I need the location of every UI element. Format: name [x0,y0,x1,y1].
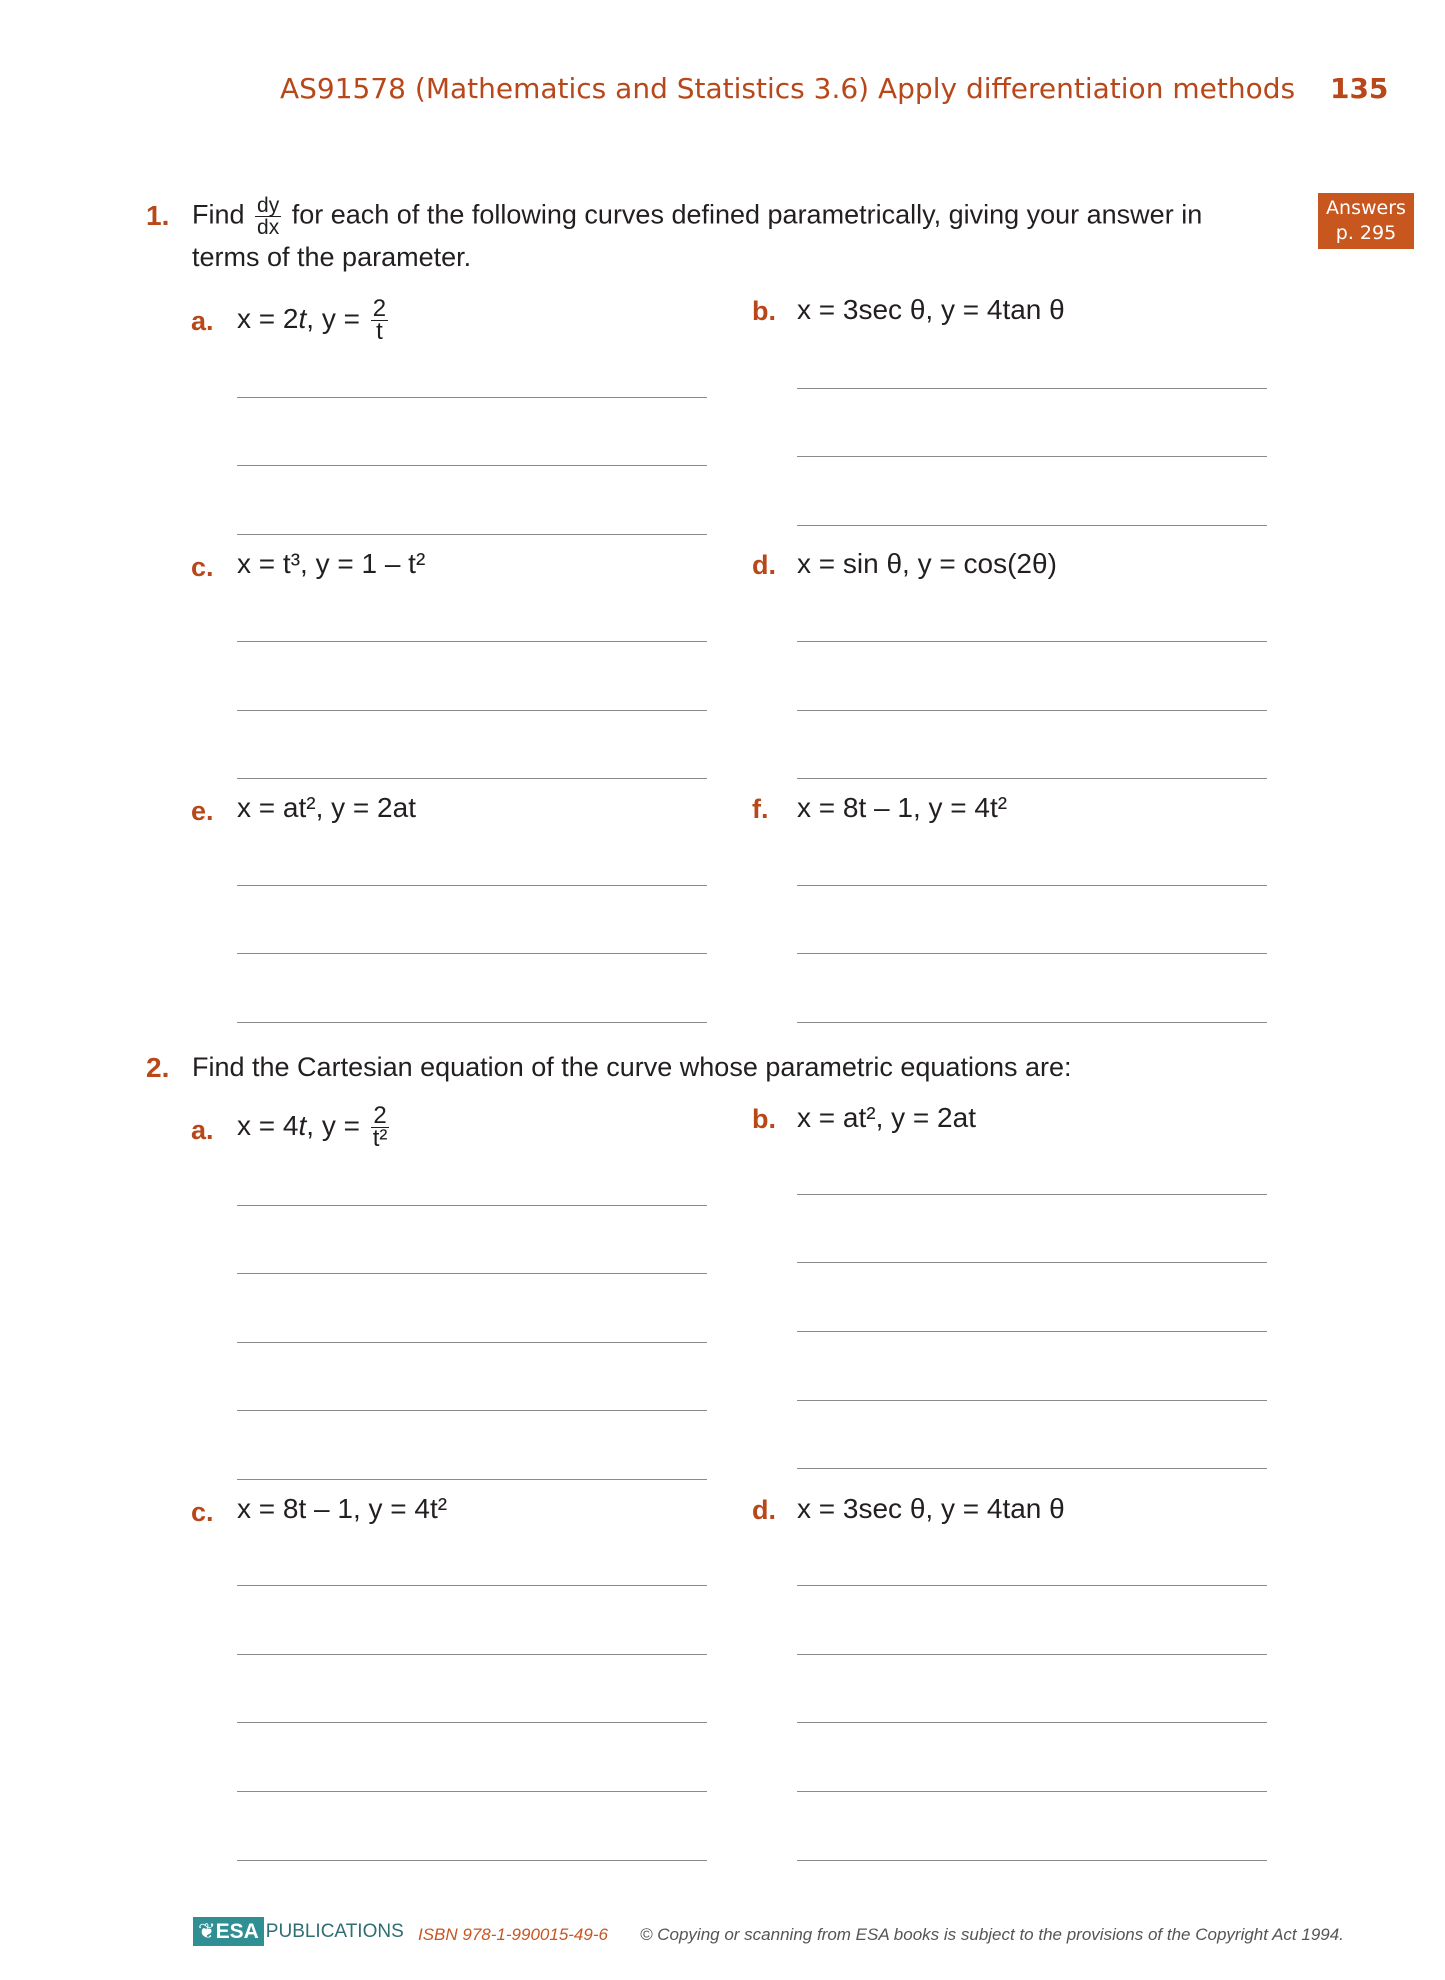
answers-page: p. 295 [1335,222,1397,244]
q2a-y: , y = [306,1109,368,1141]
answer-line[interactable] [237,641,707,642]
answer-line[interactable] [797,1400,1267,1401]
q1-find-word: Find [192,199,245,230]
esa-logo [193,1917,404,1949]
q1f-label: f. [752,794,769,824]
isbn: ISBN 978-1-990015-49-6 [418,1925,608,1944]
answer-line[interactable] [237,1654,707,1655]
answer-line[interactable] [797,1860,1267,1861]
q2d-label: d. [752,1495,776,1525]
q1c-label: c. [191,552,214,582]
dy-dx-fraction [255,195,281,238]
q2c-label: c. [191,1497,214,1527]
answer-line[interactable] [237,953,707,954]
answer-line[interactable] [237,465,707,466]
question-1-text [192,195,1262,276]
q1a-y: , y = [306,302,368,334]
q1c-expression: x = t³, y = 1 – t² [237,548,426,579]
q2a-label: a. [191,1115,214,1145]
q1e-expression: x = at², y = 2at [237,792,416,823]
q2a-x-var: t [298,1109,307,1141]
answer-line[interactable] [237,1585,707,1586]
q2c-expression: x = 8t – 1, y = 4t² [237,1493,448,1524]
copyright-notice: © Copying or scanning from ESA books is subject to the provisions of the Copyright Act 1994. [640,1925,1344,1944]
publisher-name: PUBLICATIONS [265,1920,404,1942]
answer-line[interactable] [797,1722,1267,1723]
answer-line[interactable] [797,710,1267,711]
esa-logo-text: ESA [215,1920,259,1943]
q2b-label: b. [752,1104,776,1134]
q2a-fraction [371,1102,390,1152]
q1b-label: b. [752,296,776,326]
leaf-icon: ❦ [198,1920,216,1943]
answer-line[interactable] [797,456,1267,457]
answer-line[interactable] [797,1331,1267,1332]
question-1-number: 1. [146,200,170,231]
answers-tab[interactable] [1318,193,1414,249]
q2a-x: x = 4 [237,1109,299,1141]
answer-line[interactable] [237,1205,707,1206]
answer-line[interactable] [797,885,1267,886]
q1e-label: e. [191,796,214,826]
answer-line[interactable] [237,710,707,711]
q1a-frac-num: 2 [372,295,387,322]
answer-line[interactable] [797,1022,1267,1023]
answer-line[interactable] [797,1262,1267,1263]
answer-line[interactable] [237,1722,707,1723]
q1f-expression: x = 8t – 1, y = 4t² [797,792,1008,823]
answer-line[interactable] [237,1479,707,1480]
answer-line[interactable] [797,1654,1267,1655]
answer-line[interactable] [797,525,1267,526]
q1a-frac-den: t [376,318,383,345]
q2a-expression [237,1102,392,1152]
answer-line[interactable] [797,641,1267,642]
q1a-x: x = 2 [237,302,299,334]
q1a-fraction [371,295,388,345]
answer-line[interactable] [237,1342,707,1343]
q2d-expression: x = 3sec θ, y = 4tan θ [797,1493,1065,1524]
answers-label: Answers [1326,197,1406,219]
answer-line[interactable] [797,1791,1267,1792]
q1-instruction: for each of the following curves defined parametrically, giving your answer in terms of the parameter. [192,199,1203,272]
q1d-expression: x = sin θ, y = cos(2θ) [797,548,1057,579]
q1d-label: d. [752,550,776,580]
answer-line[interactable] [237,1273,707,1274]
answer-line[interactable] [797,953,1267,954]
dy-numerator: dy [257,194,280,217]
esa-logo-mark [193,1917,264,1946]
header-title: AS91578 (Mathematics and Statistics 3.6) Apply differentiation methods [280,72,1296,105]
q2a-frac-num: 2 [371,1105,390,1128]
answer-line[interactable] [237,397,707,398]
answer-line[interactable] [797,388,1267,389]
answer-line[interactable] [797,778,1267,779]
q2b-expression: x = at², y = 2at [797,1102,976,1133]
answer-line[interactable] [237,1791,707,1792]
answer-line[interactable] [797,1194,1267,1195]
answer-line[interactable] [797,1468,1267,1469]
answer-line[interactable] [237,534,707,535]
answer-line[interactable] [237,1022,707,1023]
q1a-label: a. [191,306,214,336]
answer-line[interactable] [237,885,707,886]
answer-line[interactable] [237,778,707,779]
question-2-number: 2. [146,1052,170,1083]
answer-line[interactable] [237,1410,707,1411]
answer-line[interactable] [237,1860,707,1861]
q1a-expression [237,295,391,345]
q1a-x-var: t [298,302,307,334]
page-number: 135 [1329,72,1389,105]
q2a-frac-den: t² [372,1125,388,1152]
q1b-expression: x = 3sec θ, y = 4tan θ [797,294,1065,325]
dx-denominator: dx [257,216,280,239]
answer-line[interactable] [797,1585,1267,1586]
running-header [280,72,1388,105]
question-2-text: Find the Cartesian equation of the curve whose parametric equations are: [192,1052,1072,1082]
